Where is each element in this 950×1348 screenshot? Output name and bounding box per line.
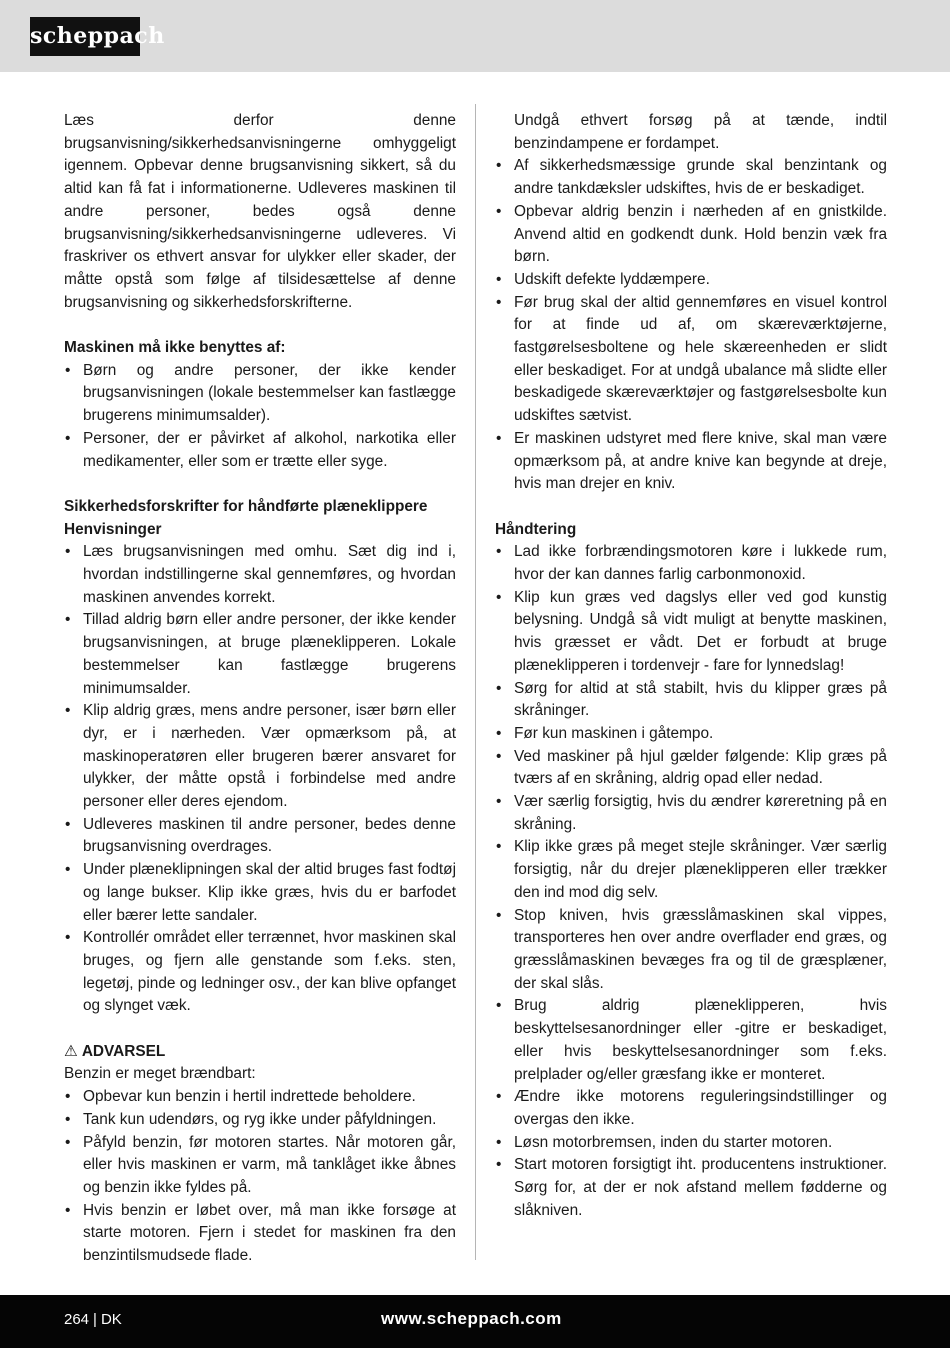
list-item: • Før kun maskinen i gåtempo. xyxy=(495,723,887,746)
column-divider xyxy=(475,104,476,1260)
list-item: • Børn og andre personer, der ikke kender brugsanvisningen (lokale bestemmelser kan fastlægge brugerens minimumsalder). xyxy=(64,360,456,428)
not-use-list xyxy=(64,360,456,474)
list-item: • Før brug skal der altid gennemføres en visuel kontrol for at finde ud af, om skæreværktøjerne, fastgørelsesboltene og hele skæreenheden er slidt eller beskadiget. For at undgå ubalance må slidte eller beskadigede skæreværktøjer og fastgørelsesbolte kun udskiftes sætvist. xyxy=(495,292,887,428)
list-item: • Sørg for altid at stå stabilt, hvis du klipper græs på skråninger. xyxy=(495,678,887,723)
website-link[interactable]: www.scheppach.com xyxy=(381,1309,562,1328)
list-item: • Udskift defekte lyddæmpere. xyxy=(495,269,887,292)
notes-list xyxy=(64,541,456,1018)
list-item: • Vær særlig forsigtig, hvis du ændrer køreretning på en skråning. xyxy=(495,791,887,836)
list-item: • Under plæneklipningen skal der altid bruges fast fodtøj og lange bukser. Klip ikke græs, hvis du er barfodet eller bærer lette sandaler. xyxy=(64,859,456,927)
warning-list-continued xyxy=(495,110,887,496)
warning-heading-label: ADVARSEL xyxy=(81,1042,166,1060)
list-item: • Er maskinen udstyret med flere knive, skal man være opmærksom på, at andre knive kan begynde at dreje, hvis man drejer en kniv. xyxy=(495,428,887,496)
list-item: • Af sikkerhedsmæssige grunde skal benzintank og andre tankdæksler udskiftes, hvis de er beskadiget. xyxy=(495,155,887,200)
not-use-heading: Maskinen må ikke benyttes af: xyxy=(64,339,286,357)
list-item-continued: Undgå ethvert forsøg på at tænde, indtil benzindampene er fordampet. xyxy=(514,112,887,152)
intro-paragraph: Læs derfor denne brugsanvisning/sikkerhedsanvisningerne omhyggeligt igennem. Opbevar denne brugsanvisning sikkert, så du altid kan få fat i informationerne. Udleveres maskinen til andre personer, bedes også denne brugsanvisning/sikkerhedsanvisningerne udleveres. Vi fraskriver os ethvert ansvar for ulykker eller skader, der måtte opstå som følge af tilsidesættelse af denne brugsanvisning og sikkerhedsforskrifterne. xyxy=(64,112,456,311)
list-item: • Løsn motorbremsen, inden du starter motoren. xyxy=(495,1132,887,1155)
list-item: • Personer, der er påvirket af alkohol, narkotika eller medikamenter, eller som er trætte eller syge. xyxy=(64,428,456,473)
notes-heading: Henvisninger xyxy=(64,520,162,538)
list-item: • Ændre ikke motorens reguleringsindstillinger og overgas den ikke. xyxy=(495,1086,887,1131)
list-item: • Påfyld benzin, før motoren startes. Når motoren går, eller hvis maskinen er varm, må tanklåget ikke åbnes og benzin ikke fyldes på. xyxy=(64,1132,456,1200)
language-code: DK xyxy=(100,1311,122,1328)
warning-triangle-icon: ⚠ xyxy=(64,1042,78,1060)
list-item: • Udleveres maskinen til andre personer, bedes denne brugsanvisning overdrages. xyxy=(64,814,456,859)
list-item: • Start motoren forsigtigt iht. producentens instruktioner. Sørg for, at der er nok afstand mellem fødderne og slåkniven. xyxy=(495,1154,887,1222)
handling-heading: Håndtering xyxy=(495,520,577,538)
handling-list xyxy=(495,541,887,1222)
list-item: • Ved maskiner på hjul gælder følgende: Klip græs på tværs af en skråning, aldrig opad eller nedad. xyxy=(495,746,887,791)
list-item: • Lad ikke forbrændingsmotoren køre i lukkede rum, hvor der kan dannes farlig carbonmonoxid. xyxy=(495,541,887,586)
safety-heading: Sikkerhedsforskrifter for håndførte plæneklippere xyxy=(64,497,428,515)
right-column xyxy=(495,110,887,1222)
list-item: • Opbevar kun benzin i hertil indrettede beholdere. xyxy=(64,1086,456,1109)
list-item: • Brug aldrig plæneklipperen, hvis beskyttelsesanordninger eller -gitre er beskadiget, eller hvis beskyttelsesanordninger som f.eks. prelplader og/eller græsfang ikke er monteret. xyxy=(495,995,887,1086)
warning-subtitle: Benzin er meget brændbart: xyxy=(64,1065,256,1083)
page-number: 264 xyxy=(64,1311,90,1328)
warning-list xyxy=(64,1086,456,1268)
list-item: • Tank kun udendørs, og ryg ikke under påfyldningen. xyxy=(64,1109,456,1132)
list-item: • Opbevar aldrig benzin i nærheden af en gnistkilde. Anvend altid en godkendt dunk. Hold benzin væk fra børn. xyxy=(495,201,887,269)
left-column xyxy=(64,110,456,1268)
scheppach-logo: scheppach xyxy=(30,17,140,56)
list-item: • Stop kniven, hvis græsslåmaskinen skal vippes, transporteres hen over andre overflader end græs, og græsslåmaskinen bevæges fra og til de græsplæner, der skal slås. xyxy=(495,905,887,996)
list-item: • Klip ikke græs på meget stejle skråninger. Vær særlig forsigtig, når du drejer plæneklipperen eller trækker den ind mod dig selv. xyxy=(495,836,887,904)
list-item: • Hvis benzin er løbet over, må man ikke forsøge at starte motoren. Fjern i stedet for maskinen fra den benzintilsmudsede flade. xyxy=(64,1200,456,1268)
list-item: • Kontrollér området eller terrænnet, hvor maskinen skal bruges, og fjern alle genstande som f.eks. sten, legetøj, pinde og ledninger osv., der kan blive opfanget og slynget væk. xyxy=(64,927,456,1018)
list-item: • Læs brugsanvisningen med omhu. Sæt dig ind i, hvordan indstillingerne skal gennemføres, og hvordan maskinen anvendes korrekt. xyxy=(64,541,456,609)
list-item: • Tillad aldrig børn eller andre personer, der ikke kender brugsanvisningen, at bruge plæneklipperen. Lokale bestemmelser kan fastlægge brugerens minimumsalder. xyxy=(64,609,456,700)
header-bar xyxy=(0,0,950,72)
list-item: • Klip aldrig græs, mens andre personer, især børn eller dyr, er i nærheden. Vær opmærksom på, at maskinoperatøren eller brugeren bærer ansvaret for ulykker, der måtte opstå i forbindelse med andre personer eller deres ejendom. xyxy=(64,700,456,814)
footer-bar xyxy=(0,1295,950,1348)
list-item: • Klip kun græs ved dagslys eller ved god kunstig belysning. Undgå så vidt muligt at benytte maskinen, hvis græsset er vådt. Det er forbudt at bruge plæneklipperen i tordenvejr - fare for lynnedslag! xyxy=(495,587,887,678)
warning-heading xyxy=(64,1041,456,1064)
page-separator: | xyxy=(93,1311,97,1328)
page-number-block xyxy=(64,1310,122,1330)
